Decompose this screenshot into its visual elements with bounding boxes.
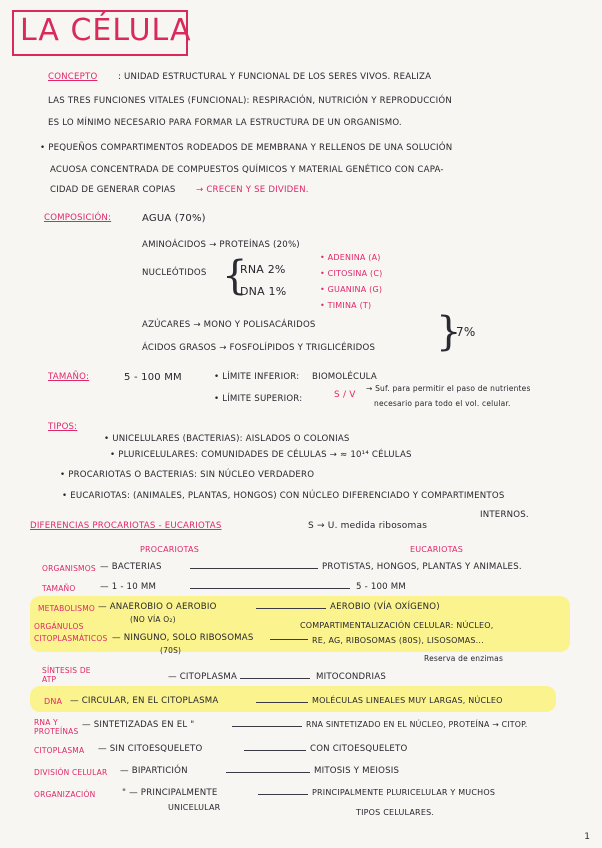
- row-metabolismo-proc-2: (NO VÍA O₂): [130, 615, 176, 624]
- row-organulos-key: ORGÁNULOS: [34, 622, 84, 631]
- composicion-aminoacidos: AMINOÁCIDOS → PROTEÍNAS (20%): [142, 240, 300, 250]
- page-number: 1: [584, 832, 590, 842]
- composicion-label: COMPOSICIÓN:: [44, 213, 112, 223]
- concepto-line-1: : UNIDAD ESTRUCTURAL Y FUNCIONAL DE LOS SERES VIVOS. REALIZA: [118, 72, 432, 82]
- concepto-bullet-2: ACUOSA CONCENTRADA DE COMPUESTOS QUÍMICOS Y MATERIAL GENÉTICO CON CAPA-: [50, 165, 444, 175]
- row-division-proc: — BIPARTICIÓN: [120, 766, 188, 776]
- composicion-nucleotidos: NUCLEÓTIDOS: [142, 268, 207, 278]
- concepto-line-3: ES LO MÍNIMO NECESARIO PARA FORMAR LA ESTRUCTURA DE UN ORGANISMO.: [48, 118, 402, 128]
- diferencias-label: DIFERENCIAS PROCARIOTAS - EUCARIOTAS: [30, 521, 222, 531]
- row-dna-proc: — CIRCULAR, EN EL CITOPLASMA: [70, 696, 219, 706]
- lipids-brace: {: [436, 309, 462, 355]
- tamano-sup-line-2: necesario para todo el vol. celular.: [374, 399, 511, 408]
- row-division-key: DIVISIÓN CELULAR: [34, 768, 108, 777]
- concepto-bullet-3-red: → CRECEN Y SE DIVIDEN.: [196, 185, 309, 195]
- row-organizacion-key: ORGANIZACIÓN: [34, 790, 96, 799]
- composicion-rna: RNA 2%: [240, 263, 286, 276]
- base-guanina: • GUANINA (G): [320, 285, 383, 294]
- tamano-sup-label: • LÍMITE SUPERIOR:: [214, 394, 303, 404]
- composicion-acidos: ÁCIDOS GRASOS → FOSFOLÍPIDOS Y TRIGLICÉRIDOS: [142, 343, 376, 353]
- row-citoplasmaticos-euc: RE, AG, RIBOSOMAS (80S), LISOSOMAS...: [312, 636, 484, 645]
- tamano-inf-label: • LÍMITE INFERIOR:: [214, 372, 300, 382]
- row-citoplasma-key: CITOPLASMA: [34, 746, 85, 755]
- diferencias-note: S → U. medida ribosomas: [308, 521, 428, 531]
- row-organismos-euc: PROTISTAS, HONGOS, PLANTAS Y ANIMALES.: [322, 562, 522, 572]
- composicion-dna: DNA 1%: [240, 285, 287, 298]
- row-metabolismo-key: METABOLISMO: [38, 604, 95, 613]
- row-metabolismo-euc: AEROBIO (VÍA OXÍGENO): [330, 602, 440, 612]
- concepto-bullet-3: CIDAD DE GENERAR COPIAS: [50, 185, 176, 195]
- tipos-unicelulares: • UNICELULARES (BACTERIAS): AISLADOS O COLONIAS: [104, 434, 350, 444]
- row-tamano-euc: 5 - 100 ΜM: [356, 582, 406, 592]
- row-rna-proc: — SINTETIZADAS EN EL ": [82, 720, 195, 730]
- proc-eucariotas-2: INTERNOS.: [480, 510, 529, 520]
- row-organizacion-proc-2: UNICELULAR: [168, 803, 221, 812]
- tamano-inf-value: BIOMOLÉCULA: [312, 372, 377, 382]
- row-atp-proc: — CITOPLASMA: [168, 672, 238, 682]
- composicion-agua: AGUA (70%): [142, 213, 206, 224]
- concepto-line-2: LAS TRES FUNCIONES VITALES (FUNCIONAL): RESPIRACIÓN, NUTRICIÓN Y REPRODUCCIÓN: [48, 96, 452, 106]
- row-organizacion-euc-2: TIPOS CELULARES.: [356, 808, 435, 817]
- row-organismos-key: ORGANISMOS: [42, 564, 96, 573]
- row-organismos-proc: — BACTERIAS: [100, 562, 162, 572]
- row-atp-key: SÍNTESIS DE ATP: [42, 666, 91, 684]
- row-citoplasmaticos-key: CITOPLASMÁTICOS: [34, 634, 108, 643]
- tamano-sup-line-1: → Suf. para permitir el paso de nutrientes: [366, 384, 531, 393]
- col-procariotas: PROCARIOTAS: [140, 545, 199, 554]
- col-eucariotas: EUCARIOTAS: [410, 545, 463, 554]
- base-adenina: • ADENINA (A): [320, 253, 381, 262]
- row-rna-euc: RNA SINTETIZADO EN EL NÚCLEO, PROTEÍNA → CITOP.: [306, 720, 528, 729]
- row-organizacion-proc: " — PRINCIPALMENTE: [122, 788, 218, 798]
- row-dna-euc: MOLÉCULAS LINEALES MUY LARGAS, NÚCLEO: [312, 696, 503, 705]
- row-metabolismo-proc: — ANAEROBIO O AEROBIO: [98, 602, 217, 612]
- proc-eucariotas: • EUCARIOTAS: (ANIMALES, PLANTAS, HONGOS) CON NÚCLEO DIFERENCIADO Y COMPARTIMENTOS: [62, 491, 505, 501]
- row-rna-key: RNA Y PROTEÍNAS: [34, 718, 79, 736]
- row-dna-key: DNA: [44, 697, 63, 706]
- tipos-label: TIPOS:: [48, 422, 78, 432]
- tamano-fraction: S / V: [334, 390, 356, 400]
- row-atp-euc: MITOCONDRIAS: [316, 672, 387, 682]
- row-citoplasma-euc: CON CITOESQUELETO: [310, 744, 408, 754]
- nucleotidos-brace: {: [222, 253, 248, 299]
- tamano-range: 5 - 100 ΜM: [124, 372, 182, 383]
- concepto-label: CONCEPTO: [48, 72, 98, 82]
- composicion-azucares: AZÚCARES → MONO Y POLISACÁRIDOS: [142, 320, 316, 330]
- row-citoplasma-proc: — SIN CITOESQUELETO: [98, 744, 203, 754]
- row-organizacion-euc: PRINCIPALMENTE PLURICELULAR Y MUCHOS: [312, 788, 496, 797]
- page-title: LA CÉLULA: [20, 13, 192, 48]
- composicion-percent: 7%: [456, 325, 476, 339]
- proc-procariotas: • PROCARIOTAS O BACTERIAS: SIN NÚCLEO VERDADERO: [60, 470, 315, 480]
- row-citoplasmaticos-euc-2: Reserva de enzimas: [424, 654, 504, 663]
- row-citoplasmaticos-proc: — NINGUNO, SOLO RIBOSOMAS: [112, 633, 254, 643]
- base-citosina: • CITOSINA (C): [320, 269, 383, 278]
- tipos-pluricelulares: • PLURICELULARES: COMUNIDADES DE CÉLULAS → ≈ 10¹⁴ CÉLULAS: [110, 450, 412, 460]
- row-division-euc: MITOSIS Y MEIOSIS: [314, 766, 400, 776]
- tamano-label: TAMAÑO:: [48, 372, 90, 382]
- row-organulos-euc: COMPARTIMENTALIZACIÓN CELULAR: NÚCLEO,: [300, 621, 494, 630]
- base-timina: • TIMINA (T): [320, 301, 372, 310]
- row-tamano-key: TAMAÑO: [42, 584, 76, 593]
- row-tamano-proc: — 1 - 10 ΜM: [100, 582, 157, 592]
- row-citoplasmaticos-proc-2: (70S): [160, 646, 182, 655]
- concepto-bullet-1: • PEQUEÑOS COMPARTIMENTOS RODEADOS DE MEMBRANA Y RELLENOS DE UNA SOLUCIÓN: [40, 143, 453, 153]
